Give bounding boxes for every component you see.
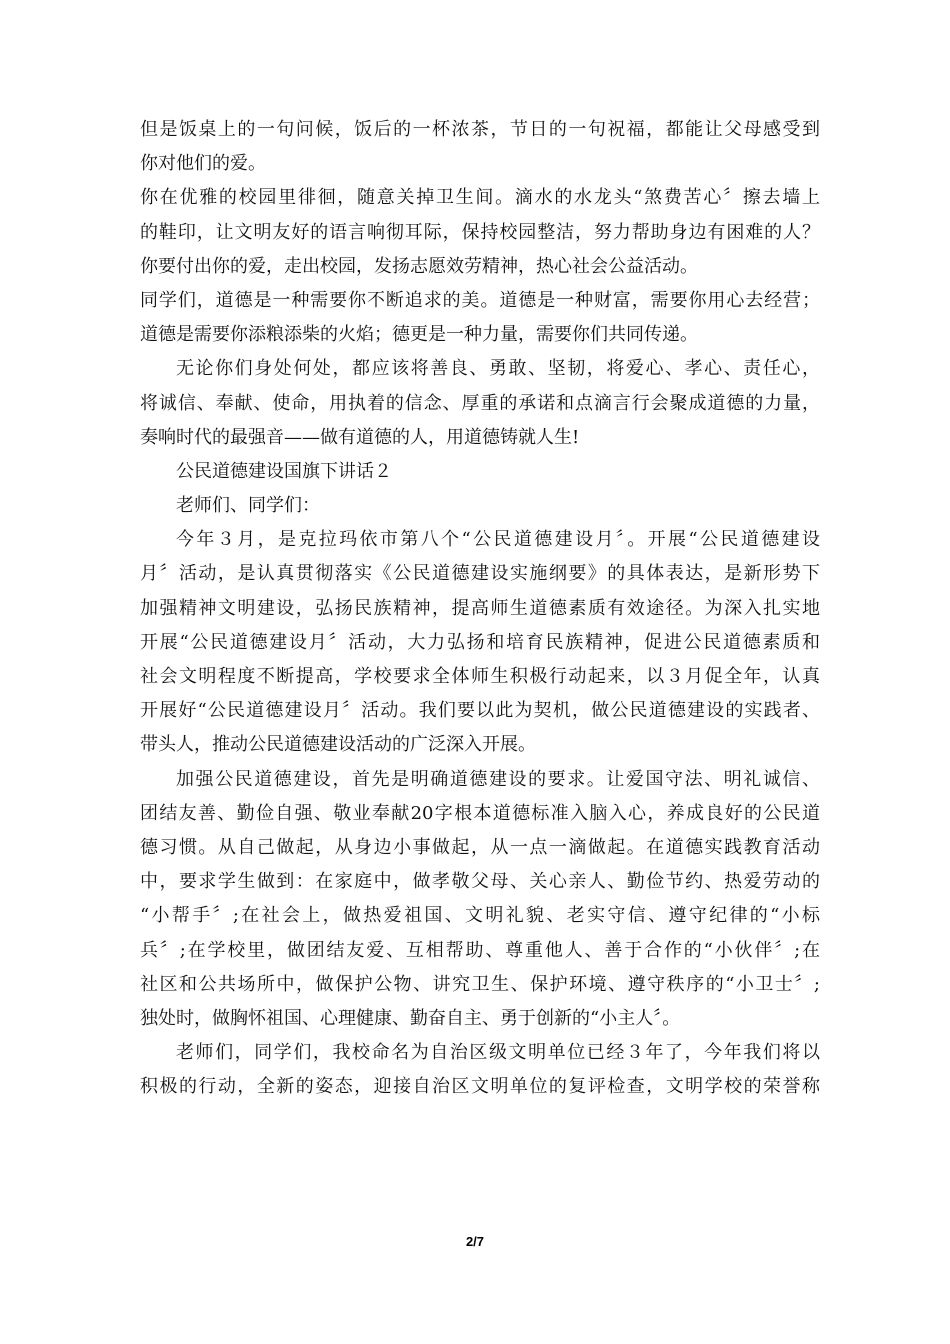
text-line: 社区和公共场所中，做保护公物、讲究卫生、保护环境、遵守秩序的“小卫士〞;	[140, 973, 820, 995]
text-line: 德习惯。从自己做起，从身边小事做起，从一点一滴做起。在道德实践教育活动	[140, 836, 820, 858]
text-line: 你对他们的爱。	[140, 153, 266, 175]
text-line: 加强精神文明建设，弘扬民族精神，提高师生道德素质有效途径。为深入扎实地	[140, 597, 820, 619]
page-number: 2/7	[465, 1234, 485, 1249]
text-line: 你要付出你的爱，走出校园，发扬志愿效劳精神，热心社会公益活动。	[140, 255, 698, 277]
text-line: 的鞋印，让文明友好的语言响彻耳际，保持校园整洁，努力帮助身边有困难的人？	[140, 221, 820, 243]
text-line: 你在优雅的校园里徘徊，随意关掉卫生间。滴水的水龙头“煞费苦心〞擦去墙上	[140, 187, 820, 209]
text-line: 团结友善、勤俭自强、敬业奉献20字根本道德标准入脑入心，养成良好的公民道	[140, 802, 820, 824]
text-line: “小帮手〞;在社会上，做热爱祖国、文明礼貌、老实守信、遵守纪律的“小标	[140, 905, 820, 927]
text-line: 今年３月，是克拉玛依市第八个“公民道德建设月〞。开展“公民道德建设	[176, 529, 820, 551]
text-line: 无论你们身处何处，都应该将善良、勇敢、坚韧，将爱心、孝心、责任心，	[176, 358, 820, 380]
text-line: 但是饭桌上的一句问候，饭后的一杯浓茶，节日的一句祝福，都能让父母感受到	[140, 119, 820, 140]
text-line: 独处时，做胸怀祖国、心理健康、勤奋自主、勇于创新的“小主人〞。	[140, 1007, 681, 1029]
text-line: 老师们，同学们，我校命名为自治区级文明单位已经３年了，今年我们将以	[176, 1042, 820, 1064]
text-line: 带头人，推动公民道德建设活动的广泛深入开展。	[140, 734, 536, 756]
section-heading: 公民道德建设国旗下讲话２	[176, 460, 392, 482]
text-line: 同学们，道德是一种需要你不断追求的美。道德是一种财富，需要你用心去经营；	[140, 289, 820, 311]
text-line: 将诚信、奉献、使命，用执着的信念、厚重的承诺和点滴言行会聚成道德的力量，	[140, 392, 820, 414]
text-line: 中，要求学生做到：在家庭中，做孝敬父母、关心亲人、勤俭节约、热爱劳动的	[140, 871, 820, 893]
text-line: 月〞活动，是认真贯彻落实《公民道德建设实施纲要》的具体表达，是新形势下	[140, 563, 820, 585]
text-line: 积极的行动，全新的姿态，迎接自治区文明单位的复评检查，文明学校的荣誉称	[140, 1076, 820, 1098]
text-line: 开展好“公民道德建设月〞活动。我们要以此为契机，做公民道德建设的实践者、	[140, 700, 820, 722]
document-body	[140, 113, 820, 1104]
salutation: 老师们、同学们：	[176, 495, 320, 517]
text-line: 开展“公民道德建设月〞活动，大力弘扬和培育民族精神，促进公民道德素质和	[140, 631, 820, 653]
text-line: 加强公民道德建设，首先是明确道德建设的要求。让爱国守法、明礼诚信、	[176, 768, 820, 790]
text-line: 兵〞;在学校里，做团结友爱、互相帮助、尊重他人、善于合作的“小伙伴〞;在	[140, 939, 820, 961]
text-line: 道德是需要你添粮添柴的火焰；德更是一种力量，需要你们共同传递。	[140, 324, 698, 346]
text-line: 社会文明程度不断提高，学校要求全体师生积极行动起来，以３月促全年，认真	[140, 666, 820, 687]
text-line: 奏响时代的最强音——做有道德的人，用道德铸就人生!	[140, 426, 580, 448]
